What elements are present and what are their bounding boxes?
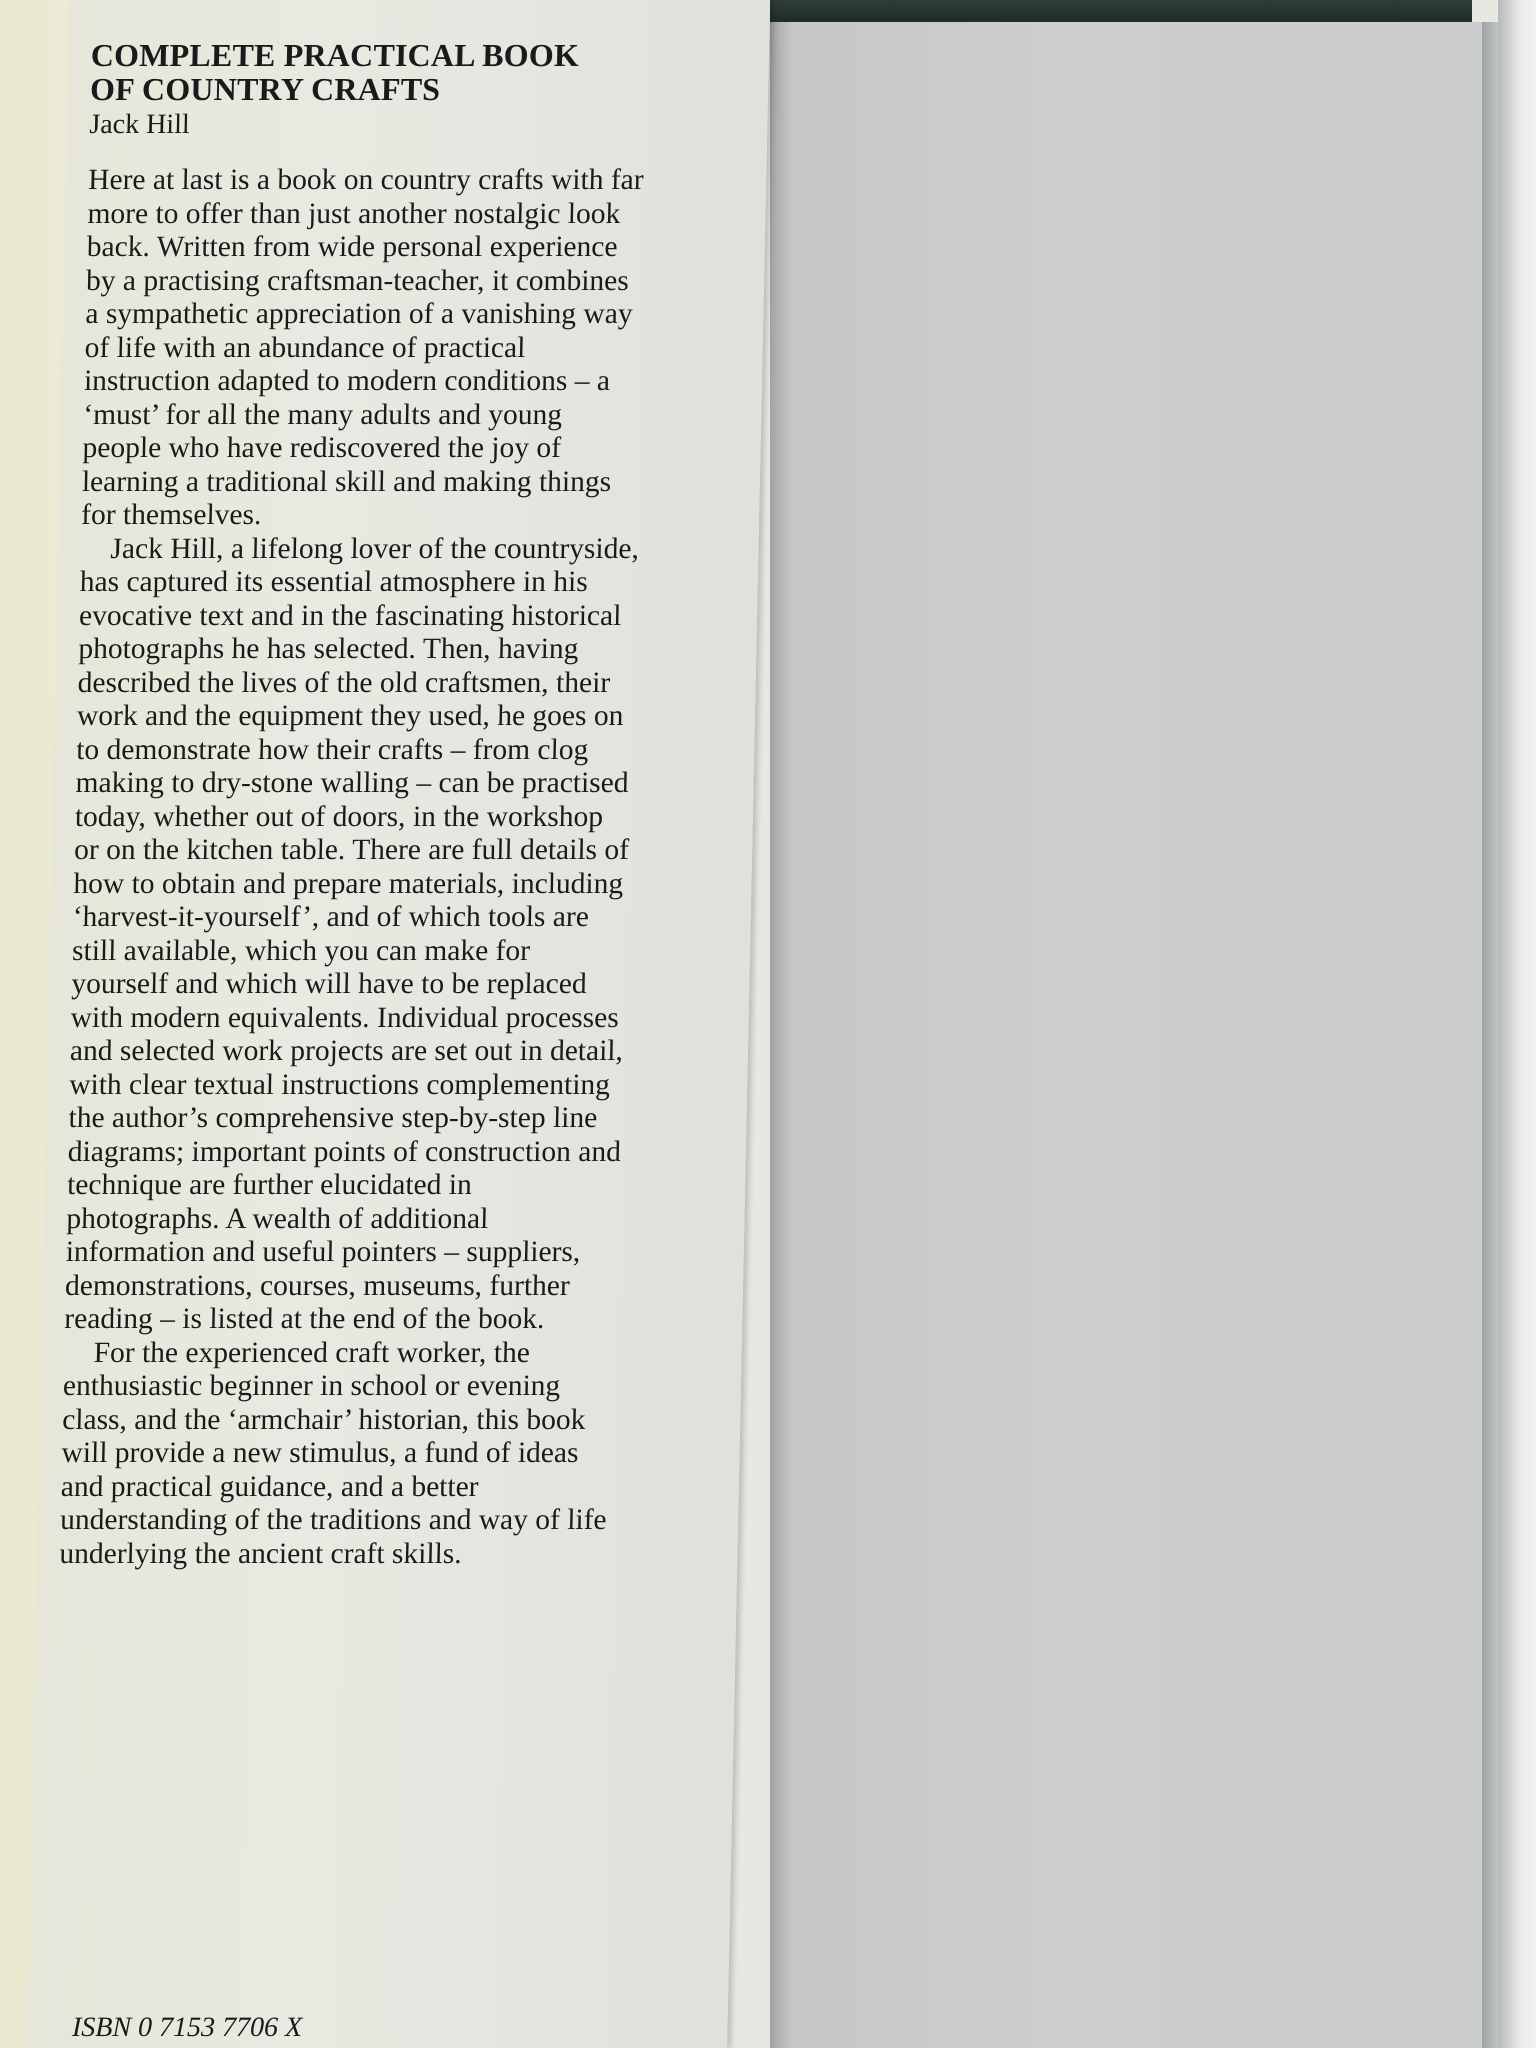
flap-content — [59, 38, 651, 1571]
board-shadow — [770, 22, 792, 2048]
book-title — [90, 38, 651, 106]
isbn-number: ISBN 0 7153 7706 X — [71, 2012, 303, 2043]
title-line-1: COMPLETE PRACTICAL BOOK — [90, 37, 580, 73]
book-board-edge — [1482, 22, 1498, 2048]
book-cover-board — [770, 22, 1482, 2048]
dust-jacket-flap — [27, 0, 770, 2048]
blurb-paragraph-1: Here at last is a book on country crafts with far more to offer than just another nostalgic look back. Written from wide personal experience by a practising craftsman-teacher, it combines a sympathetic appreciation of a vanishing way of life with an abundance of practical instruction adapted to modern conditions – a ‘must’ for all the many adults and young people who have rediscovered the joy of learning a traditional skill and making things for themselves. — [80, 164, 644, 531]
blurb-paragraph-2: Jack Hill, a lifelong lover of the countryside, has captured its essential atmosphere in his evocative text and in the fascinating historical photographs he has selected. Then, having described the lives of the old craftsmen, their work and the equipment they used, he goes on to demonstrate how their crafts – from clog making to dry-stone walling – can be practised today, whether out of doors, in the workshop or on the kitchen table. There are full details of how to obtain and prepare materials, including ‘harvest-it-yourself’, and of which tools are still available, which you can make for yourself and which will have to be replaced with modern equivalents. Individual processes and selected work projects are set out in detail, with clear textual instructions complementing the author’s comprehensive step-by-step line diagrams; important points of construction and technique are further elucidated in photographs. A wealth of additional information and useful pointers – suppliers, demonstrations, courses, museums, further reading – is listed at the end of the book. — [64, 532, 640, 1335]
background-right — [1498, 0, 1536, 2048]
blurb — [59, 164, 648, 1571]
blurb-paragraph-3: For the experienced craft worker, the enthusiastic beginner in school or evening class, and the ‘armchair’ historian, this book will provide a new stimulus, a fund of ideas and practical guidance, and a better understanding of the traditions and way of life underlying the ancient craft skills. — [59, 1336, 607, 1570]
title-line-2: OF COUNTRY CRAFTS — [89, 71, 441, 107]
author-name: Jack Hill — [89, 109, 191, 140]
